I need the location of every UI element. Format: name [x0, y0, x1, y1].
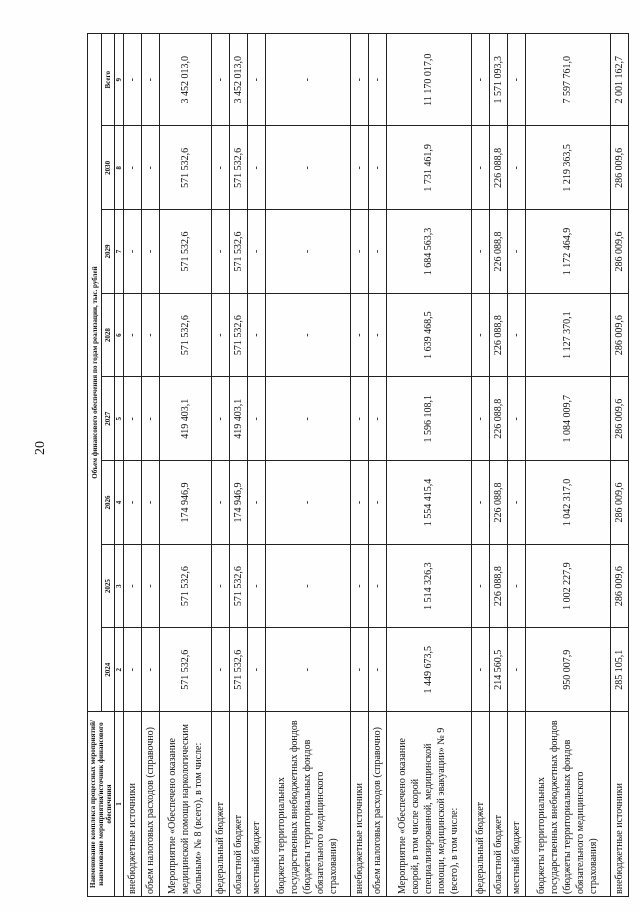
value-cell: - — [368, 461, 386, 545]
column-number: 1 — [115, 712, 124, 897]
table-row — [160, 34, 212, 897]
value-cell: 1 514 326,3 — [386, 544, 471, 628]
value-cell: - — [211, 293, 229, 377]
value-cell: - — [507, 544, 525, 628]
value-cell: 1 554 415,4 — [386, 461, 471, 545]
table-row — [229, 34, 247, 897]
value-cell: - — [247, 210, 265, 294]
table-row — [124, 34, 142, 897]
value-cell: - — [507, 461, 525, 545]
value-cell: - — [142, 377, 160, 461]
rotated-table-container — [87, 33, 625, 897]
value-cell: - — [350, 210, 368, 294]
value-cell: - — [471, 544, 489, 628]
value-cell: - — [471, 293, 489, 377]
value-cell: 226 088,8 — [489, 210, 507, 294]
value-cell: 571 532,6 — [229, 293, 247, 377]
value-cell: - — [350, 461, 368, 545]
value-cell: - — [247, 461, 265, 545]
value-cell: 571 532,6 — [229, 544, 247, 628]
column-number: 9 — [115, 34, 124, 126]
header-name-column: Наименование комплекса процессных мероприятий/наименование мероприятия/источник финансового обеспечения — [88, 712, 115, 897]
value-cell: - — [350, 544, 368, 628]
value-cell: - — [368, 628, 386, 712]
value-cell: 286 009,6 — [610, 293, 628, 377]
value-cell: 419 403,1 — [160, 377, 212, 461]
value-cell: - — [265, 628, 350, 712]
row-label: федеральный бюджет — [211, 712, 229, 897]
value-cell: - — [471, 210, 489, 294]
value-cell: - — [211, 544, 229, 628]
value-cell: - — [142, 210, 160, 294]
value-cell: 285 105,1 — [610, 628, 628, 712]
column-number: 2 — [115, 628, 124, 712]
column-number: 4 — [115, 461, 124, 545]
header-total: Всего — [102, 34, 115, 126]
value-cell: - — [350, 377, 368, 461]
table-row — [471, 34, 489, 897]
table-row — [142, 34, 160, 897]
value-cell: - — [124, 628, 142, 712]
table-row — [211, 34, 229, 897]
total-cell: 7 597 761,0 — [525, 34, 610, 126]
value-cell: - — [142, 461, 160, 545]
budget-table-region — [87, 33, 625, 897]
value-cell: 286 009,6 — [610, 210, 628, 294]
value-cell: 1 127 370,1 — [525, 293, 610, 377]
header-year: 2026 — [102, 461, 115, 545]
total-cell: - — [124, 34, 142, 126]
value-cell: - — [211, 628, 229, 712]
value-cell: - — [124, 377, 142, 461]
value-cell: 1 042 317,0 — [525, 461, 610, 545]
value-cell: - — [265, 377, 350, 461]
row-label: объем налоговых расходов (справочно) — [368, 712, 386, 897]
table-row — [265, 34, 350, 897]
value-cell: 1 596 108,1 — [386, 377, 471, 461]
value-cell: - — [507, 126, 525, 210]
column-number: 6 — [115, 293, 124, 377]
value-cell: 571 532,6 — [229, 126, 247, 210]
table-row — [350, 34, 368, 897]
total-cell: - — [507, 34, 525, 126]
header-year: 2030 — [102, 126, 115, 210]
value-cell: - — [368, 126, 386, 210]
value-cell: 571 532,6 — [160, 210, 212, 294]
value-cell: - — [142, 293, 160, 377]
row-label: областной бюджет — [229, 712, 247, 897]
total-cell: - — [350, 34, 368, 126]
value-cell: - — [368, 377, 386, 461]
value-cell: - — [124, 210, 142, 294]
value-cell: 571 532,6 — [229, 210, 247, 294]
value-cell: - — [142, 628, 160, 712]
column-number: 3 — [115, 544, 124, 628]
row-label: внебюджетные источники — [350, 712, 368, 897]
value-cell: - — [247, 628, 265, 712]
total-cell: - — [471, 34, 489, 126]
value-cell: - — [124, 293, 142, 377]
value-cell: 1 449 673,5 — [386, 628, 471, 712]
value-cell: - — [211, 377, 229, 461]
value-cell: 1 639 468,5 — [386, 293, 471, 377]
header-year: 2027 — [102, 377, 115, 461]
value-cell: - — [247, 377, 265, 461]
row-label: федеральный бюджет — [471, 712, 489, 897]
value-cell: 950 007,9 — [525, 628, 610, 712]
value-cell: - — [507, 293, 525, 377]
value-cell: 286 009,6 — [610, 126, 628, 210]
value-cell: - — [507, 210, 525, 294]
page-number: 20 — [33, 441, 48, 455]
value-cell: - — [350, 628, 368, 712]
value-cell: - — [142, 126, 160, 210]
row-label: бюджеты территориальных государственных внебюджетных фондов (бюджеты территориальных фондов обязательного медицинского страхования) — [525, 712, 610, 897]
value-cell: - — [350, 293, 368, 377]
value-cell: - — [124, 126, 142, 210]
value-cell: 571 532,6 — [229, 628, 247, 712]
value-cell: - — [265, 544, 350, 628]
value-cell: - — [507, 628, 525, 712]
value-cell: - — [124, 461, 142, 545]
value-cell: - — [471, 126, 489, 210]
table-row — [489, 34, 507, 897]
total-cell: 11 170 017,0 — [386, 34, 471, 126]
value-cell: 286 009,6 — [610, 377, 628, 461]
value-cell: 226 088,8 — [489, 544, 507, 628]
column-number: 8 — [115, 126, 124, 210]
value-cell: - — [211, 210, 229, 294]
table-body — [124, 34, 629, 897]
value-cell: 1 084 009,7 — [525, 377, 610, 461]
value-cell: - — [368, 210, 386, 294]
value-cell: - — [368, 544, 386, 628]
header-group-title: Объем финансового обеспечения по годам реализации, тыс. рублей — [88, 34, 102, 712]
table-row — [368, 34, 386, 897]
total-cell: - — [247, 34, 265, 126]
row-label: бюджеты территориальных государственных внебюджетных фондов (бюджеты территориальных фондов обязательного медицинского страхования) — [265, 712, 350, 897]
table-row — [247, 34, 265, 897]
value-cell: - — [211, 461, 229, 545]
total-cell: 3 452 013,0 — [229, 34, 247, 126]
header-year: 2024 — [102, 628, 115, 712]
row-label: Мероприятие «Обеспечено оказание скорой, в том числе скорой специализированной, медицинской помощи, медицинской эвакуации» № 9 (всего), в том числе: — [386, 712, 471, 897]
financing-table — [87, 33, 629, 897]
row-label: объем налоговых расходов (справочно) — [142, 712, 160, 897]
value-cell: - — [247, 126, 265, 210]
value-cell: 571 532,6 — [160, 126, 212, 210]
table-row — [386, 34, 471, 897]
value-cell: - — [124, 544, 142, 628]
table-row — [507, 34, 525, 897]
value-cell: 1 002 227,9 — [525, 544, 610, 628]
value-cell: - — [507, 377, 525, 461]
value-cell: - — [211, 126, 229, 210]
value-cell: 571 532,6 — [160, 628, 212, 712]
value-cell: - — [350, 126, 368, 210]
value-cell: 419 403,1 — [229, 377, 247, 461]
value-cell: - — [247, 293, 265, 377]
total-cell: - — [368, 34, 386, 126]
value-cell: 286 009,6 — [610, 461, 628, 545]
value-cell: - — [265, 210, 350, 294]
total-cell: 2 001 162,7 — [610, 34, 628, 126]
value-cell: - — [265, 126, 350, 210]
row-label: внебюджетные источники — [124, 712, 142, 897]
value-cell: 226 088,8 — [489, 377, 507, 461]
value-cell: - — [265, 293, 350, 377]
value-cell: - — [471, 461, 489, 545]
total-cell: 3 452 013,0 — [160, 34, 212, 126]
row-label: местный бюджет — [507, 712, 525, 897]
value-cell: 226 088,8 — [489, 126, 507, 210]
header-year: 2028 — [102, 293, 115, 377]
value-cell: 286 009,6 — [610, 544, 628, 628]
value-cell: 571 532,6 — [160, 544, 212, 628]
row-label: внебюджетные источники — [610, 712, 628, 897]
value-cell: 1 684 563,3 — [386, 210, 471, 294]
row-label: областной бюджет — [489, 712, 507, 897]
row-label: Мероприятие «Обеспечено оказание медицинской помощи наркологическим больным» № 8 (всего), в том числе: — [160, 712, 212, 897]
value-cell: 174 946,9 — [160, 461, 212, 545]
total-cell: 1 571 093,3 — [489, 34, 507, 126]
value-cell: - — [471, 628, 489, 712]
value-cell: - — [247, 544, 265, 628]
value-cell: - — [471, 377, 489, 461]
value-cell: - — [142, 544, 160, 628]
value-cell: 1 219 363,5 — [525, 126, 610, 210]
column-number: 5 — [115, 377, 124, 461]
total-cell: - — [142, 34, 160, 126]
value-cell: 1 172 464,9 — [525, 210, 610, 294]
value-cell: 226 088,8 — [489, 461, 507, 545]
total-cell: - — [211, 34, 229, 126]
value-cell: 174 946,9 — [229, 461, 247, 545]
table-row — [525, 34, 610, 897]
row-label: местный бюджет — [247, 712, 265, 897]
value-cell: 1 731 461,9 — [386, 126, 471, 210]
value-cell: 214 560,5 — [489, 628, 507, 712]
header-year: 2029 — [102, 210, 115, 294]
value-cell: 571 532,6 — [160, 293, 212, 377]
header-year: 2025 — [102, 544, 115, 628]
value-cell: - — [368, 293, 386, 377]
value-cell: 226 088,8 — [489, 293, 507, 377]
column-number: 7 — [115, 210, 124, 294]
total-cell: - — [265, 34, 350, 126]
value-cell: - — [265, 461, 350, 545]
table-row — [610, 34, 628, 897]
